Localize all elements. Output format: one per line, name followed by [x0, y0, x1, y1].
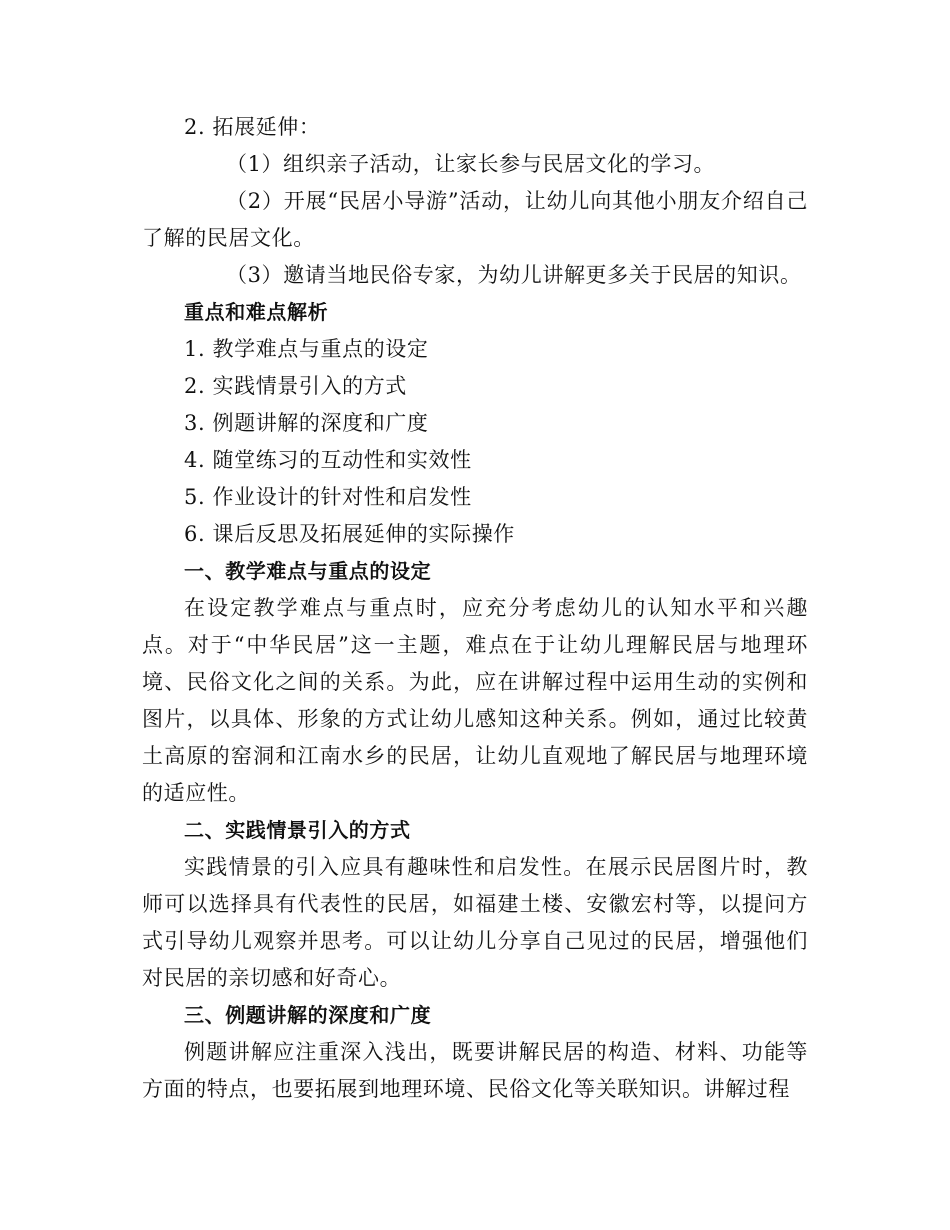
analysis-list-item: 6. 课后反思及拓展延伸的实际操作 — [184, 522, 515, 546]
extension-heading: 2. 拓展延伸： — [184, 115, 321, 139]
extension-item: （1）组织亲子活动，让家长参与民居文化的学习。 — [226, 152, 716, 176]
analysis-list-item: 3. 例题讲解的深度和广度 — [184, 411, 429, 435]
section-body: 实践情景的引入应具有趣味性和启发性。在展示民居图片时，教师可以选择具有代表性的民居，如福建土楼、安徽宏村等，以提问方式引导幼儿观察并思考。可以让幼儿分享自己见过的民居，增强他们对民居的亲切感和好奇心。 — [142, 855, 808, 990]
analysis-list-item: 1. 教学难点与重点的设定 — [184, 337, 429, 361]
analysis-list-item: 5. 作业设计的针对性和启发性 — [184, 485, 472, 509]
section-title: 二、实践情景引入的方式 — [184, 818, 411, 842]
section-title: 三、例题讲解的深度和广度 — [184, 1003, 432, 1027]
section-body: 例题讲解应注重深入浅出，既要讲解民居的构造、材料、功能等方面的特点，也要拓展到地理环境、民俗文化等关联知识。讲解过程 — [142, 1040, 808, 1101]
document-content — [142, 109, 808, 1108]
section-body: 在设定教学难点与重点时，应充分考虑幼儿的认知水平和兴趣点。对于“中华民居”这一主题，难点在于让幼儿理解民居与地理环境、民俗文化之间的关系。为此，应在讲解过程中运用生动的实例和图片，以具体、形象的方式让幼儿感知这种关系。例如，通过比较黄土高原的窑洞和江南水乡的民居，让幼儿直观地了解民居与地理环境的适应性。 — [142, 596, 808, 805]
section-title: 一、教学难点与重点的设定 — [184, 559, 432, 583]
analysis-heading: 重点和难点解析 — [184, 300, 329, 324]
extension-item: （3）邀请当地民俗专家，为幼儿讲解更多关于民居的知识。 — [226, 263, 802, 287]
extension-item: （2）开展“民居小导游”活动，让幼儿向其他小朋友介绍自己了解的民居文化。 — [142, 189, 808, 250]
analysis-list-item: 4. 随堂练习的互动性和实效性 — [184, 448, 472, 472]
analysis-list-item: 2. 实践情景引入的方式 — [184, 374, 407, 398]
